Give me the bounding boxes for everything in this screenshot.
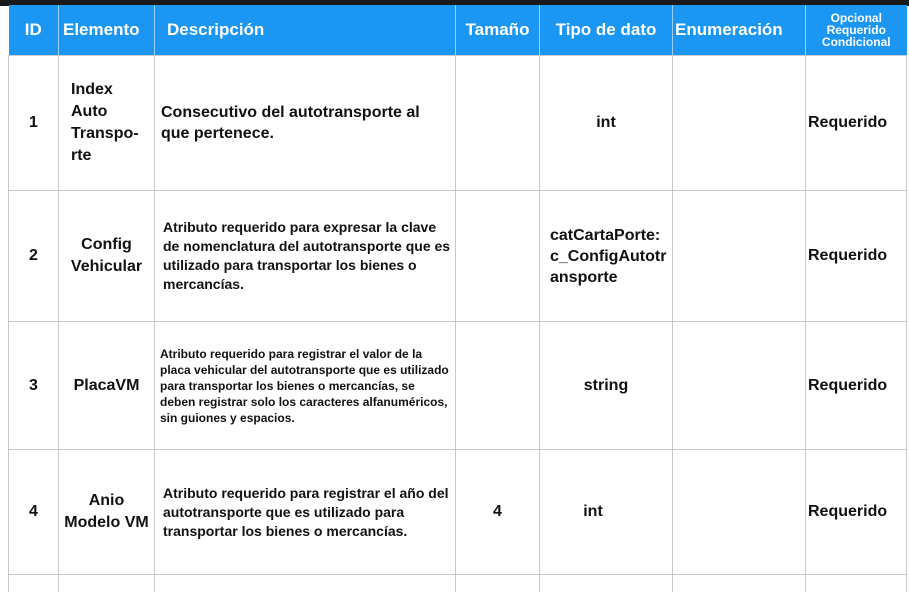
- table-row-partial: [9, 575, 907, 592]
- cell-descripcion: Atributo requerido para expresar la clave de nomenclatura del autotransporte que es utilizado para transportar los bienes o mercancías.: [155, 191, 456, 322]
- cell-elemento: Config Vehicular: [59, 191, 155, 322]
- cell-tipo: string: [540, 322, 673, 450]
- cell-enumeracion: [673, 450, 806, 575]
- cell-opcional: Requerido: [806, 450, 907, 575]
- cell-enumeracion: [673, 191, 806, 322]
- header-descripcion: Descripción: [155, 5, 456, 56]
- header-row: [9, 5, 907, 56]
- cell-enumeracion: [673, 322, 806, 450]
- cell-empty: [540, 575, 673, 592]
- cell-opcional: Requerido: [806, 322, 907, 450]
- cell-tipo: int: [540, 56, 673, 191]
- cell-descripcion: Consecutivo del autotransporte al que pertenece.: [155, 56, 456, 191]
- header-elemento: Elemento: [59, 5, 155, 56]
- cell-enumeracion: [673, 56, 806, 191]
- cell-elemento: Index Auto Transpo-rte: [59, 56, 155, 191]
- cell-tamano: [456, 322, 540, 450]
- header-id: ID: [9, 5, 59, 56]
- header-tamano: Tamaño: [456, 5, 540, 56]
- cell-opcional: Requerido: [806, 191, 907, 322]
- cell-elemento: PlacaVM: [59, 322, 155, 450]
- cell-empty: [806, 575, 907, 592]
- cell-tipo: int: [540, 450, 673, 575]
- cell-empty: [9, 575, 59, 592]
- header-condicional-line: Condicional: [821, 35, 891, 49]
- cell-id: 2: [9, 191, 59, 322]
- cell-elemento: Anio Modelo VM: [59, 450, 155, 575]
- header-opcional-line: Opcional: [830, 11, 882, 25]
- cell-id: 1: [9, 56, 59, 191]
- table-row: [9, 191, 907, 322]
- header-tipo-de-dato: Tipo de dato: [540, 5, 673, 56]
- cell-id: 3: [9, 322, 59, 450]
- cell-descripcion: Atributo requerido para registrar el año del autotransporte que es utilizado para transportar los bienes o mercancías.: [155, 450, 456, 575]
- header-requerido-line: Requerido: [826, 23, 886, 37]
- cell-empty: [59, 575, 155, 592]
- cell-id: 4: [9, 450, 59, 575]
- cell-empty: [456, 575, 540, 592]
- header-enumeracion: Enumeración: [673, 5, 806, 56]
- cell-empty: [673, 575, 806, 592]
- cell-tamano: 4: [456, 450, 540, 575]
- spec-table: [8, 5, 907, 592]
- cell-tipo: catCartaPorte:c_ConfigAutotransporte: [540, 191, 673, 322]
- table-row: [9, 322, 907, 450]
- cell-empty: [155, 575, 456, 592]
- cell-tamano: [456, 56, 540, 191]
- table-row: [9, 56, 907, 191]
- header-opcional: [806, 5, 907, 56]
- cell-descripcion: Atributo requerido para registrar el valor de la placa vehicular del autotransporte que es utilizado para transportar los bienes o mercancías, se deben registrar solo los caracteres alfanuméricos, sin guiones y espacios.: [155, 322, 456, 450]
- cell-opcional: Requerido: [806, 56, 907, 191]
- cell-tamano: [456, 191, 540, 322]
- table-row: [9, 450, 907, 575]
